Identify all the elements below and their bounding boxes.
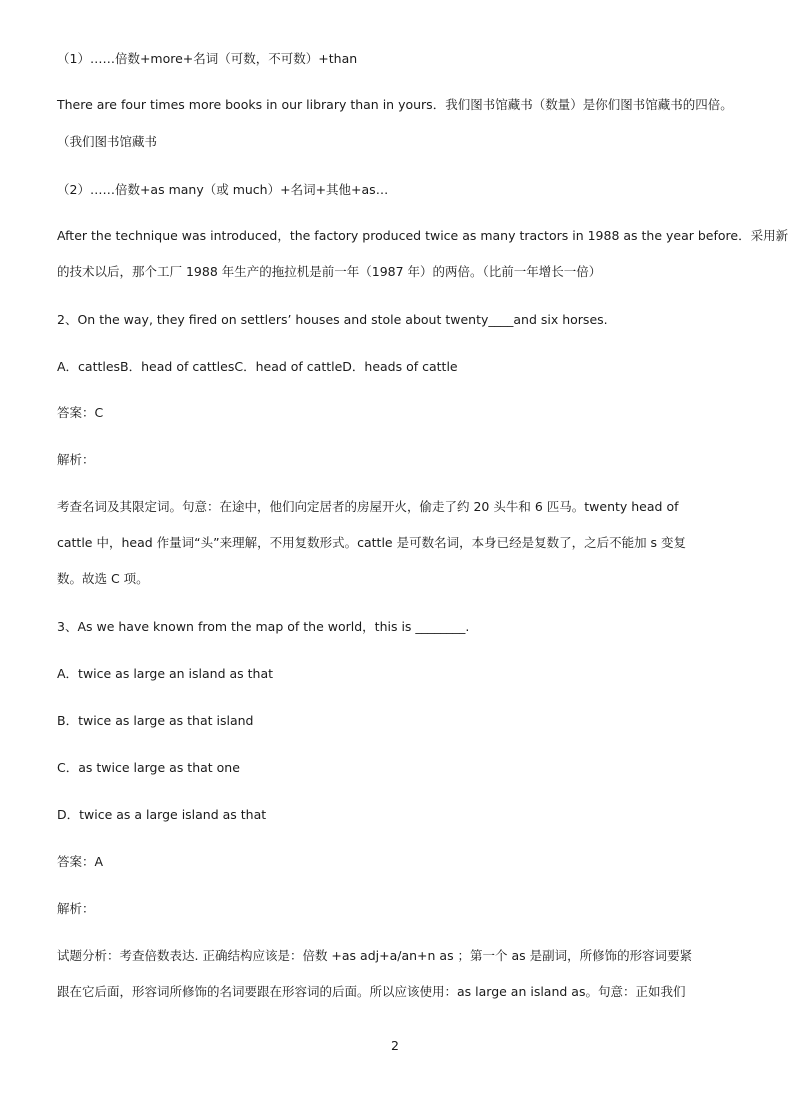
text-line: A．twice as large an island as that	[57, 666, 274, 681]
text-line: B．twice as large as that island	[57, 713, 254, 728]
text-line: 3、As we have known from the map of the world，this is ________.	[57, 619, 470, 634]
text-line: （2）……倍数+as many（或 much）+名词+其他+as…	[57, 182, 389, 197]
text-line: 考查名词及其限定词。句意：在途中，他们向定居者的房屋开火，偷走了约 20 头牛和 6 匹马。twenty head of	[57, 499, 679, 514]
text-line: 答案：A	[57, 854, 104, 869]
text-line: 解析：	[57, 452, 95, 467]
text-line: There are four times more books in our library than in yours．我们图书馆藏书（数量）是你们图书馆藏书的四倍。	[57, 97, 733, 112]
text-line: 2、On the way, they fired on settlers’ houses and stole about twenty____and six horses.	[57, 312, 608, 327]
text-line: 的技术以后，那个工厂 1988 年生产的拖拉机是前一年（1987 年）的两倍。（比前一年增长一倍）	[57, 264, 602, 279]
text-line: C．as twice large as that one	[57, 760, 240, 775]
text-line: （1）……倍数+more+名词（可数，不可数）+than	[57, 51, 358, 66]
text-line: 答案：C	[57, 405, 104, 420]
text-line: 数。故选 C 项。	[57, 571, 149, 586]
text-line: 解析：	[57, 901, 95, 916]
text-line: After the technique was introduced，the factory produced twice as many tractors in 1988 as the year before．采用新	[57, 228, 789, 243]
text-line: （我们图书馆藏书	[57, 134, 158, 149]
text-line: cattle 中，head 作量词“头”来理解，不用复数形式。cattle 是可数名词，本身已经是复数了，之后不能加 s 变复	[57, 535, 687, 550]
text-line: 跟在它后面，形容词所修饰的名词要跟在形容词的后面。所以应该使用：as large an island as。句意：正如我们	[57, 984, 686, 999]
text-line: 试题分析：考查倍数表达. 正确结构应该是：倍数 +as adj+a/an+n as ；第一个 as 是副词，所修饰的形容词要紧	[57, 948, 693, 963]
text-line: D．twice as a large island as that	[57, 807, 267, 822]
page-number: 2	[391, 1038, 399, 1053]
text-line: A．cattlesB．head of cattlesC．head of cattleD．heads of cattle	[57, 359, 458, 374]
